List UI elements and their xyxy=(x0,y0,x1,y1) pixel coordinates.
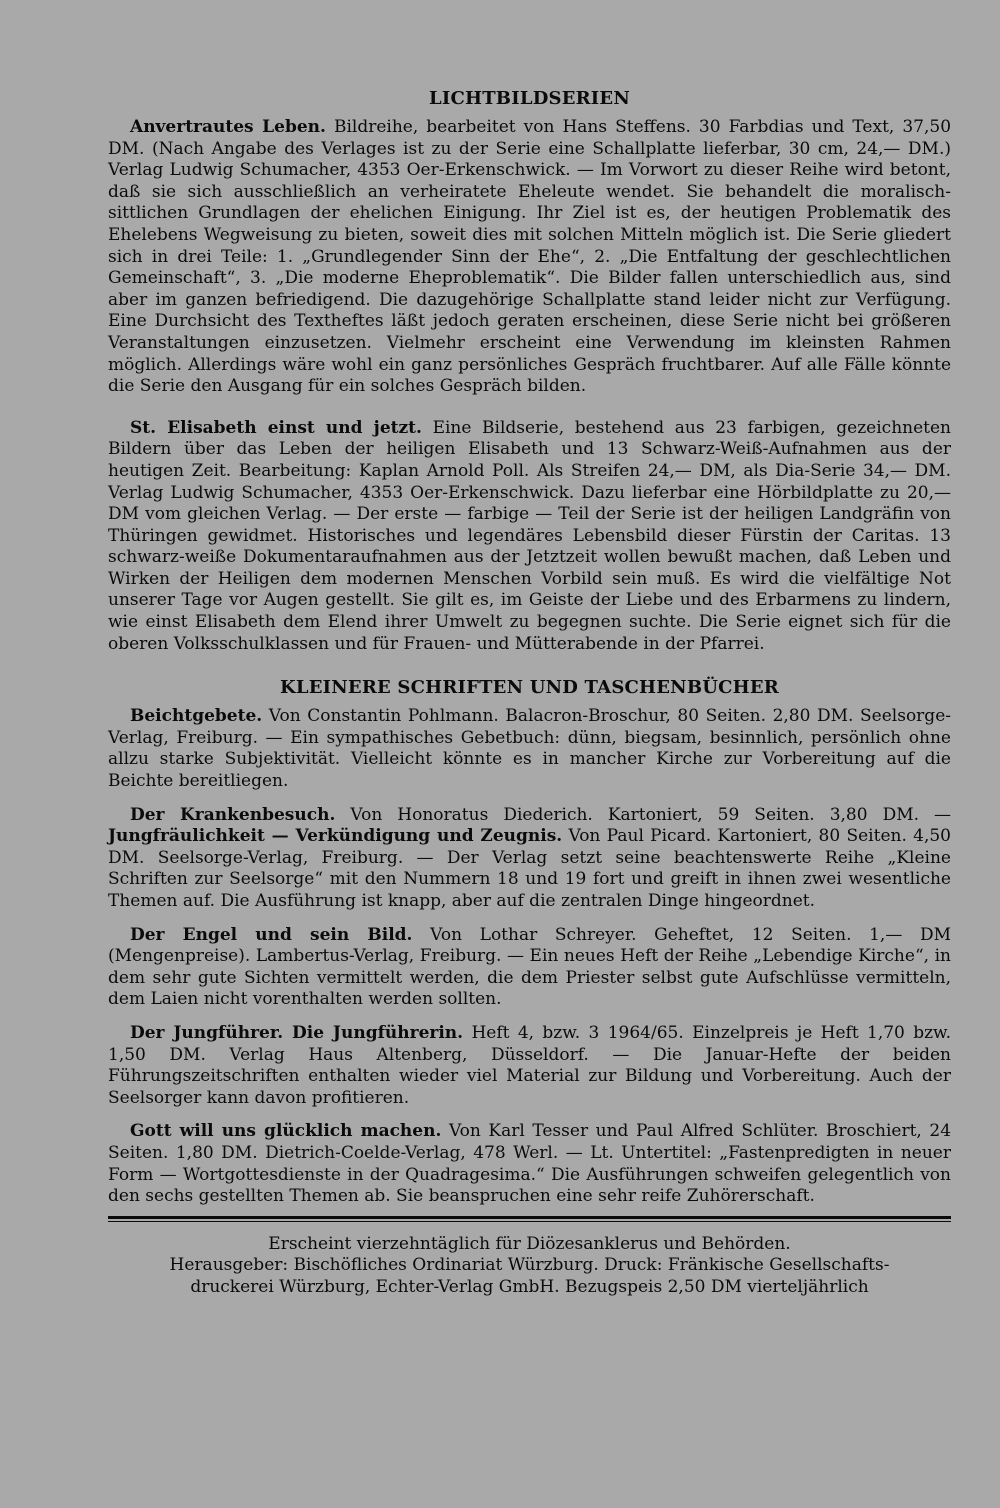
entry-title: Gott will uns glücklich machen. xyxy=(130,1121,442,1142)
entry-title: Der Jungführer. Die Jungführerin. xyxy=(130,1022,464,1043)
footer-divider xyxy=(108,1216,951,1222)
entry-title: Der Engel und sein Bild. xyxy=(130,924,413,945)
review-entry xyxy=(108,925,951,1011)
entry-title: Der Krankenbesuch. xyxy=(130,804,336,825)
entry-text: Von Honoratus Diederich. Kartoniert, 59 Seiten. 3,80 DM. — xyxy=(350,804,952,825)
entry-text: Eine Bildserie, bestehend aus 23 farbigen, gezeichneten Bildern über das Leben der heiligen Elisabeth und 13 Schwarz-Weiß-Aufnahmen aus der heutigen Zeit. Bearbeitung: Kaplan Arnold Poll. Als Streifen 24,— DM, als Dia-Serie 34,— DM. Verlag Ludwig Schumacher, 4353 Oer-Erkenschwick. Dazu lieferbar eine Hörbildplatte zu 20,— DM vom gleichen Verlag. — Der erste — farbige — Teil der Serie ist der heiligen Landgräfin von Thüringen gewidmet. Historisches und legendäres Lebensbild dieser Fürstin der Caritas. 13 schwarz-weiße Dokumentaraufnahmen aus der Jetztzeit wollen bewußt machen, daß Leben und Wirken der Heiligen dem modernen Menschen Vorbild sein muß. Es wird die vielfältige Not unserer Tage vor Augen gestellt. Sie gilt es, im Geiste der Liebe und des Erbarmens zu lindern, wie einst Elisabeth dem Elend ihrer Umwelt zu begegnen suchte. Die Serie eignet sich für die oberen Volksschulklassen und für Frauen- und Mütterabende in der Pfarrei. xyxy=(108,417,951,654)
entry-title-secondary: Jungfräulichkeit — Verkündigung und Zeugnis. xyxy=(108,826,563,847)
entry-title: Beichtgebete. xyxy=(130,706,263,727)
entry-text: Von Constantin Pohlmann. Balacron-Broschur, 80 Seiten. 2,80 DM. Seelsorge-Verlag, Freiburg. — Ein sympathisches Gebetbuch: dünn, biegsam, besinnlich, persönlich ohne allzu starke Subjektivität. Vielleicht könnte es in mancher Kirche zur Vorbereitung auf die Beichte bereitliegen. xyxy=(108,706,951,792)
entry-text: Von Karl Tesser und Paul Alfred Schlüter. Broschiert, 24 Seiten. 1,80 DM. Dietrich-Coelde-Verlag, 478 Werl. — Lt. Untertitel: „Fastenpredigten in neuer Form — Wortgottesdienste in der Quadragesima.“ Die Ausführungen schweifen gelegentlich von den sechs gestellten Themen ab. Sie beanspruchen eine sehr reife Zuhörerschaft. xyxy=(108,1121,952,1207)
entry-text: Bildreihe, bearbeitet von Hans Steffens. 30 Farbdias und Text, 37,50 DM. (Nach Angabe des Verlages ist zu der Serie eine Schallplatte lieferbar, 30 cm, 24,— DM.) Verlag Ludwig Schumacher, 4353 Oer-Erkenschwick. — Im Vorwort zu dieser Reihe wird betont, daß sie sich ausschließlich an verheiratete Eheleute wendet. Sie behandelt die moralisch-sittlichen Grundlagen der ehelichen Einigung. Ihr Ziel ist es, der heutigen Problematik des Ehelebens Wegweisung zu bieten, soweit dies mit solchen Mitteln möglich ist. Die Serie gliedert sich in drei Teile: 1. „Grundlegender Sinn der Ehe“, 2. „Die Entfaltung der geschlechtlichen Gemeinschaft“, 3. „Die moderne Eheproblematik“. Die Bilder fallen unterschiedlich aus, sind aber im ganzen befriedigend. Die dazugehörige Schallplatte stand leider nicht zur Verfügung. Eine Durchsicht des Textheftes läßt jedoch geraten erscheinen, diese Serie nicht bei größeren Veranstaltungen einzusetzen. Vielmehr erscheint eine Verwendung im kleinsten Rahmen möglich. Allerdings wäre wohl ein ganz persönliches Gespräch fruchtbarer. Auf alle Fälle könnte die Serie den Ausgang für ein solches Gespräch bilden. xyxy=(108,117,952,397)
review-entry xyxy=(108,117,951,398)
review-entry xyxy=(108,1121,951,1207)
footer-line: druckerei Würzburg, Echter-Verlag GmbH. Bezugspeis 2,50 DM vierteljährlich xyxy=(190,1276,869,1297)
review-entry xyxy=(108,706,951,792)
footer-line: Herausgeber: Bischöfliches Ordinariat Würzburg. Druck: Fränkische Gesellschafts- xyxy=(169,1255,890,1276)
footer-line: Erscheint vierzehntäglich für Diözesanklerus und Behörden. xyxy=(268,1233,791,1254)
review-entry xyxy=(108,805,951,913)
document-page xyxy=(108,88,951,1299)
entry-text: Von Lothar Schreyer. Geheftet, 12 Seiten. 1,— DM (Mengenpreise). Lambertus-Verlag, Freiburg. — Ein neues Heft der Reihe „Lebendige Kirche“, in dem sehr gute Sichten vermittelt werden, die dem Priester selbst gute Aufschlüsse vermitteln, dem Laien nicht vorenthalten werden sollten. xyxy=(108,924,951,1010)
section-heading-kleinere-schriften: KLEINERE SCHRIFTEN UND TASCHENBÜCHER xyxy=(280,677,779,699)
review-entry xyxy=(108,418,951,656)
entry-title: Anvertrautes Leben. xyxy=(130,117,326,137)
review-entry xyxy=(108,1023,951,1109)
entry-text-secondary: Von Paul Picard. Kartoniert, 80 Seiten. 4,50 DM. Seelsorge-Verlag, Freiburg. — Der Verlag setzt seine beachtenswerte Reihe „Kleine Schriften zur Seelsorge“ mit den Nummern 18 und 19 fort und greift in ihnen zwei wesentliche Themen auf. Die Ausführung ist knapp, aber auf die zentralen Dinge hingeordnet. xyxy=(108,826,951,911)
publication-footer xyxy=(108,1234,951,1299)
entry-title: St. Elisabeth einst und jetzt. xyxy=(130,417,422,438)
section-heading-lichtbildserien: LICHTBILDSERIEN xyxy=(429,88,630,109)
entry-text: Heft 4, bzw. 3 1964/65. Einzelpreis je Heft 1,70 bzw. 1,50 DM. Verlag Haus Altenberg, Düsseldorf. — Die Januar-Hefte der beiden Führungszeitschriften enthalten wieder viel Material zur Bildung und Vorbereitung. Auch der Seelsorger kann davon profitieren. xyxy=(108,1022,951,1108)
